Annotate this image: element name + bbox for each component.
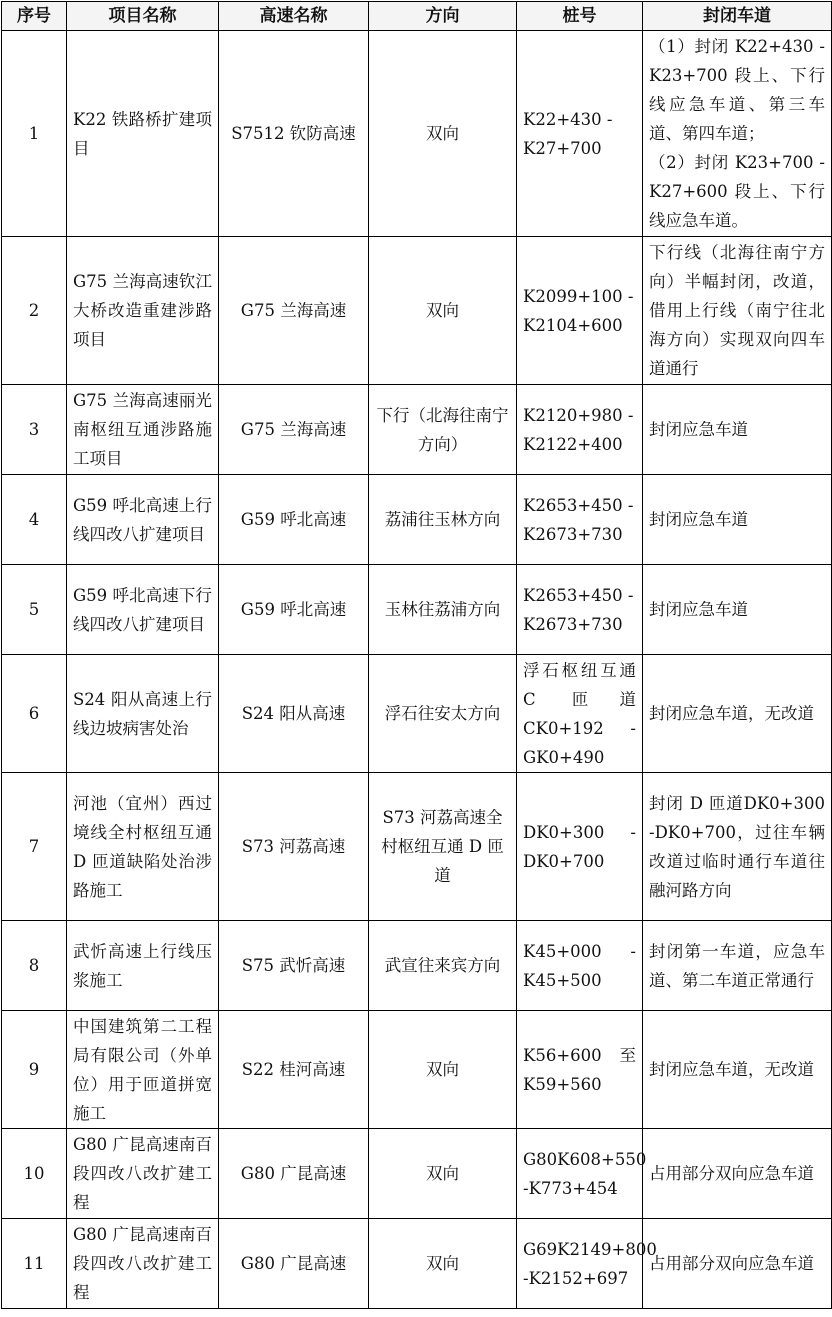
cell-no: 2 (2, 237, 67, 385)
cell-stake: K2653+450 - K2673+730 (517, 475, 643, 565)
cell-no: 6 (2, 655, 67, 773)
cell-project: 中国建筑第二工程局有限公司（外单位）用于匝道拼宽施工 (67, 1011, 219, 1129)
table-row (2, 1129, 832, 1219)
cell-project: G75 兰海高速丽光南枢纽互通涉路施工项目 (67, 385, 219, 475)
cell-direction: 双向 (369, 1219, 517, 1309)
cell-project: K22 铁路桥扩建项目 (67, 31, 219, 237)
table-row (2, 31, 832, 237)
cell-no: 9 (2, 1011, 67, 1129)
cell-direction: 双向 (369, 237, 517, 385)
cell-direction: 武宣往来宾方向 (369, 921, 517, 1011)
cell-no: 4 (2, 475, 67, 565)
cell-stake: G80K608+550 -K773+454 (517, 1129, 643, 1219)
cell-project: G59 呼北高速上行线四改八扩建项目 (67, 475, 219, 565)
cell-direction: 双向 (369, 1011, 517, 1129)
header-no: 序号 (2, 2, 67, 31)
cell-closure: 封闭 D 匝道DK0+300 -DK0+700，过往车辆改道过临时通行车道往融河路方向 (643, 773, 832, 921)
table-body (2, 31, 832, 1309)
table-row (2, 565, 832, 655)
cell-no: 10 (2, 1129, 67, 1219)
cell-project: G75 兰海高速钦江大桥改造重建涉路项目 (67, 237, 219, 385)
cell-closure: 封闭应急车道，无改道 (643, 655, 832, 773)
cell-stake: G69K2149+800 -K2152+697 (517, 1219, 643, 1309)
cell-closure: 占用部分双向应急车道 (643, 1129, 832, 1219)
cell-project: 河池（宜州）西过境线全村枢纽互通 D 匝道缺陷处治涉路施工 (67, 773, 219, 921)
cell-direction: 浮石往安太方向 (369, 655, 517, 773)
cell-stake: DK0+300 -DK0+700 (517, 773, 643, 921)
header-project: 项目名称 (67, 2, 219, 31)
cell-highway: S22 桂河高速 (219, 1011, 369, 1129)
cell-direction: 下行（北海往南宁方向） (369, 385, 517, 475)
cell-highway: G59 呼北高速 (219, 565, 369, 655)
table-row (2, 773, 832, 921)
cell-stake: K2120+980 - K2122+400 (517, 385, 643, 475)
table-row (2, 237, 832, 385)
cell-project: S24 阳从高速上行线边坡病害处治 (67, 655, 219, 773)
closure-table (1, 1, 832, 1309)
table-row (2, 385, 832, 475)
cell-highway: G75 兰海高速 (219, 385, 369, 475)
table-row (2, 1219, 832, 1309)
cell-highway: S7512 钦防高速 (219, 31, 369, 237)
cell-stake: K22+430 - K27+700 (517, 31, 643, 237)
cell-closure: 封闭应急车道 (643, 565, 832, 655)
header-highway: 高速名称 (219, 2, 369, 31)
header-stake: 桩号 (517, 2, 643, 31)
cell-no: 1 (2, 31, 67, 237)
cell-highway: G80 广昆高速 (219, 1129, 369, 1219)
cell-closure: 封闭应急车道 (643, 475, 832, 565)
cell-stake: 浮石枢纽互通 C 匝道CK0+192 -GK0+490 (517, 655, 643, 773)
cell-project: 武忻高速上行线压浆施工 (67, 921, 219, 1011)
cell-direction: 玉林往荔浦方向 (369, 565, 517, 655)
cell-stake: K2653+450 - K2673+730 (517, 565, 643, 655)
cell-closure: 占用部分双向应急车道 (643, 1219, 832, 1309)
cell-closure: 封闭应急车道，无改道 (643, 1011, 832, 1129)
cell-stake: K56+600 至K59+560 (517, 1011, 643, 1129)
cell-project: G59 呼北高速下行线四改八扩建项目 (67, 565, 219, 655)
cell-closure: （1）封闭 K22+430 -K23+700 段上、下行线应急车道、第三车道、第四车道； （2）封闭 K23+700 -K27+600 段上、下行线应急车道。 (643, 31, 832, 237)
cell-no: 5 (2, 565, 67, 655)
cell-highway: S73 河荔高速 (219, 773, 369, 921)
cell-direction: 双向 (369, 1129, 517, 1219)
cell-closure: 下行线（北海往南宁方向）半幅封闭，改道，借用上行线（南宁往北海方向）实现双向四车道通行 (643, 237, 832, 385)
cell-project: G80 广昆高速南百段四改八改扩建工程 (67, 1219, 219, 1309)
cell-direction: S73 河荔高速全村枢纽互通 D 匝道 (369, 773, 517, 921)
cell-project: G80 广昆高速南百段四改八改扩建工程 (67, 1129, 219, 1219)
header-row (2, 2, 832, 31)
cell-stake: K2099+100 - K2104+600 (517, 237, 643, 385)
cell-highway: G59 呼北高速 (219, 475, 369, 565)
cell-stake: K45+000 -K45+500 (517, 921, 643, 1011)
cell-closure: 封闭应急车道 (643, 385, 832, 475)
header-closure: 封闭车道 (643, 2, 832, 31)
table-row (2, 921, 832, 1011)
cell-closure: 封闭第一车道，应急车道、第二车道正常通行 (643, 921, 832, 1011)
cell-direction: 双向 (369, 31, 517, 237)
table-row (2, 1011, 832, 1129)
table-row (2, 475, 832, 565)
cell-highway: S24 阳从高速 (219, 655, 369, 773)
header-direction: 方向 (369, 2, 517, 31)
cell-no: 3 (2, 385, 67, 475)
cell-highway: G75 兰海高速 (219, 237, 369, 385)
table-row (2, 655, 832, 773)
cell-no: 7 (2, 773, 67, 921)
cell-direction: 荔浦往玉林方向 (369, 475, 517, 565)
cell-highway: G80 广昆高速 (219, 1219, 369, 1309)
cell-highway: S75 武忻高速 (219, 921, 369, 1011)
cell-no: 11 (2, 1219, 67, 1309)
cell-no: 8 (2, 921, 67, 1011)
